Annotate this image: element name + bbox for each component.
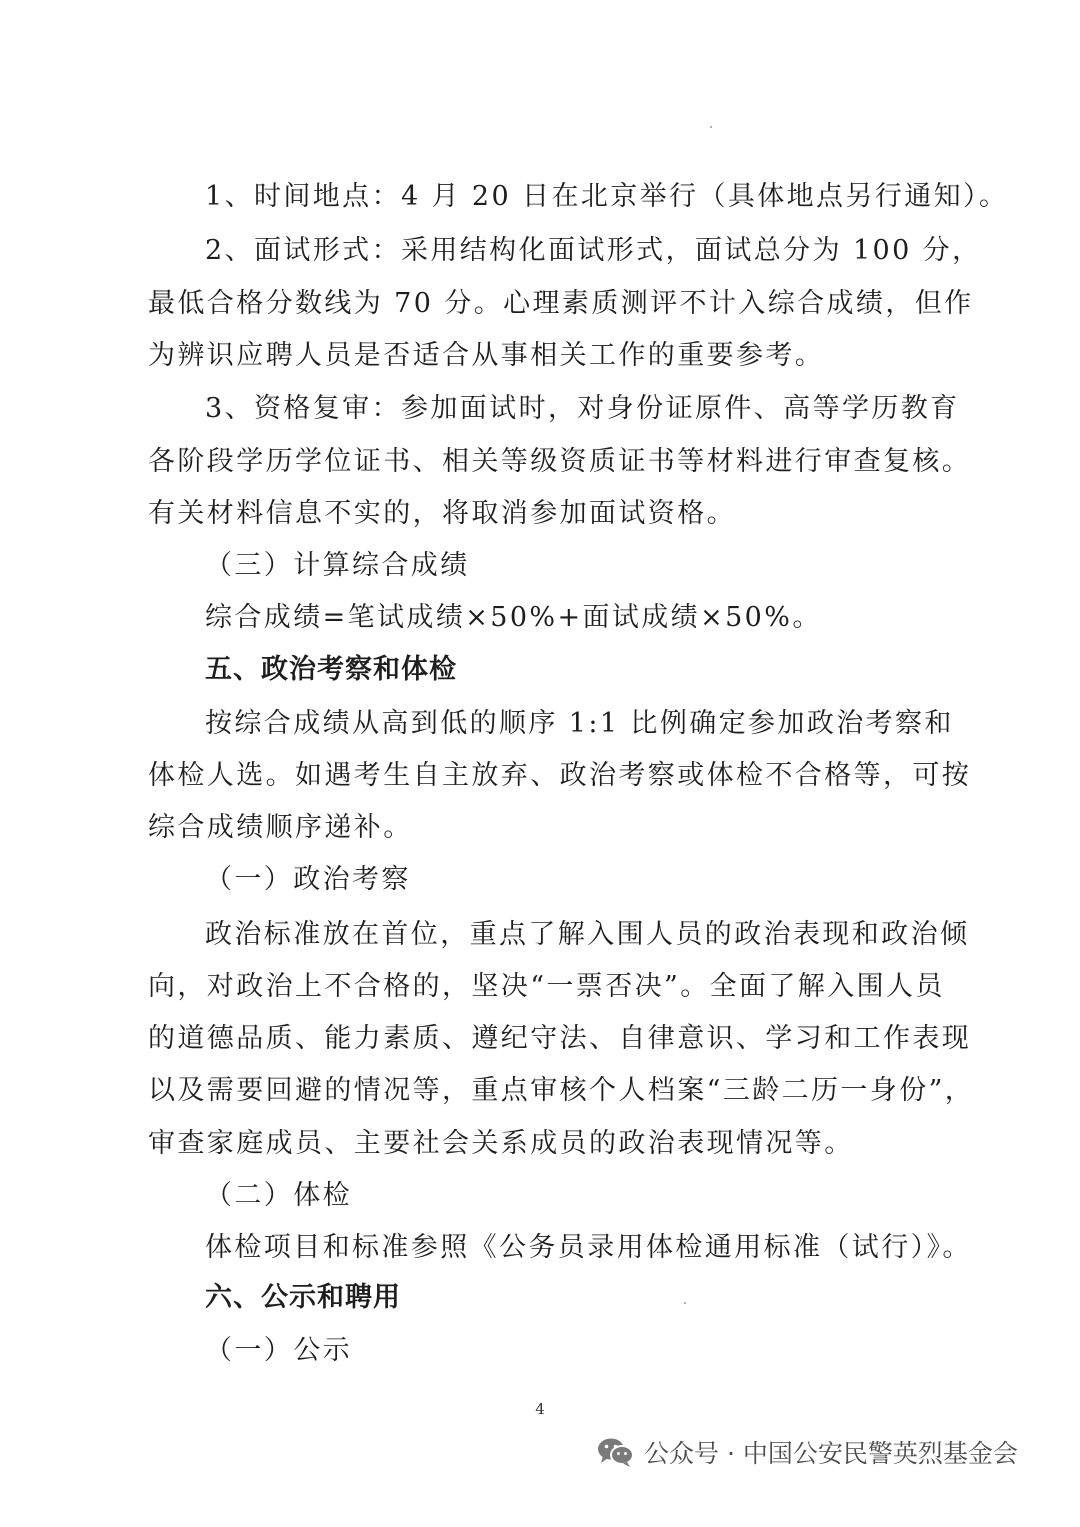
paragraph-political-standard-cont-2: 的道德品质、能力素质、遵纪守法、自律意识、学习和工作表现	[148, 1023, 972, 1054]
paragraph-physical-exam-standard: 体检项目和标准参照《公务员录用体检通用标准（试行）》。	[205, 1232, 972, 1263]
paragraph-selection-ratio-cont-2: 综合成绩顺序递补。	[148, 812, 413, 843]
paragraph-political-standard-cont-3: 以及需要回避的情况等，重点审核个人档案“三龄二历一身份”，	[148, 1075, 975, 1106]
paragraph-interview-time: 1、时间地点：4 月 20 日在北京举行（具体地点另行通知）。	[205, 181, 1009, 212]
paragraph-political-standard: 政治标准放在首位，重点了解入围人员的政治表现和政治倾	[205, 919, 970, 950]
scan-speck	[710, 126, 712, 128]
section-heading-political-review: 五、政治考察和体检	[205, 654, 457, 685]
paragraph-qualification-review-cont-2: 有关材料信息不实的，将取消参加面试资格。	[148, 498, 736, 529]
paragraph-score-formula: 综合成绩=笔试成绩×50%+面试成绩×50%。	[205, 602, 822, 633]
paragraph-qualification-review-cont-1: 各阶段学历学位证书、相关等级资质证书等材料进行审查复核。	[148, 446, 972, 477]
wechat-account-name: 公众号 · 中国公安民警英烈基金会	[644, 1439, 1018, 1468]
subheading-physical-exam: （二）体检	[205, 1180, 352, 1211]
paragraph-selection-ratio: 按综合成绩从高到低的顺序 1:1 比例确定参加政治考察和	[205, 708, 954, 739]
paragraph-selection-ratio-cont-1: 体检人选。如遇考生自主放弃、政治考察或体检不合格等，可按	[148, 760, 972, 791]
wechat-icon	[596, 1436, 636, 1468]
subheading-political-review: （一）政治考察	[205, 864, 411, 895]
section-heading-publicity-employment: 六、公示和聘用	[205, 1282, 401, 1313]
subheading-composite-score: （三）计算综合成绩	[205, 550, 470, 581]
paragraph-political-standard-cont-4: 审查家庭成员、主要社会关系成员的政治表现情况等。	[148, 1128, 854, 1159]
paragraph-interview-format: 2、面试形式：采用结构化面试形式，面试总分为 100 分，	[205, 235, 982, 266]
paragraph-interview-format-cont-1: 最低合格分数线为 70 分。心理素质测评不计入综合成绩，但作	[148, 288, 974, 319]
wechat-account-watermark	[596, 1430, 1018, 1474]
page-number: 4	[535, 1400, 545, 1418]
scan-speck	[684, 1302, 686, 1304]
paragraph-political-standard-cont-1: 向，对政治上不合格的，坚决“一票否决”。全面了解入围人员	[148, 971, 945, 1002]
subheading-publicity: （一）公示	[205, 1335, 352, 1366]
paragraph-qualification-review: 3、资格复审：参加面试时，对身份证原件、高等学历教育	[205, 393, 960, 424]
paragraph-interview-format-cont-2: 为辨识应聘人员是否适合从事相关工作的重要参考。	[148, 340, 825, 371]
